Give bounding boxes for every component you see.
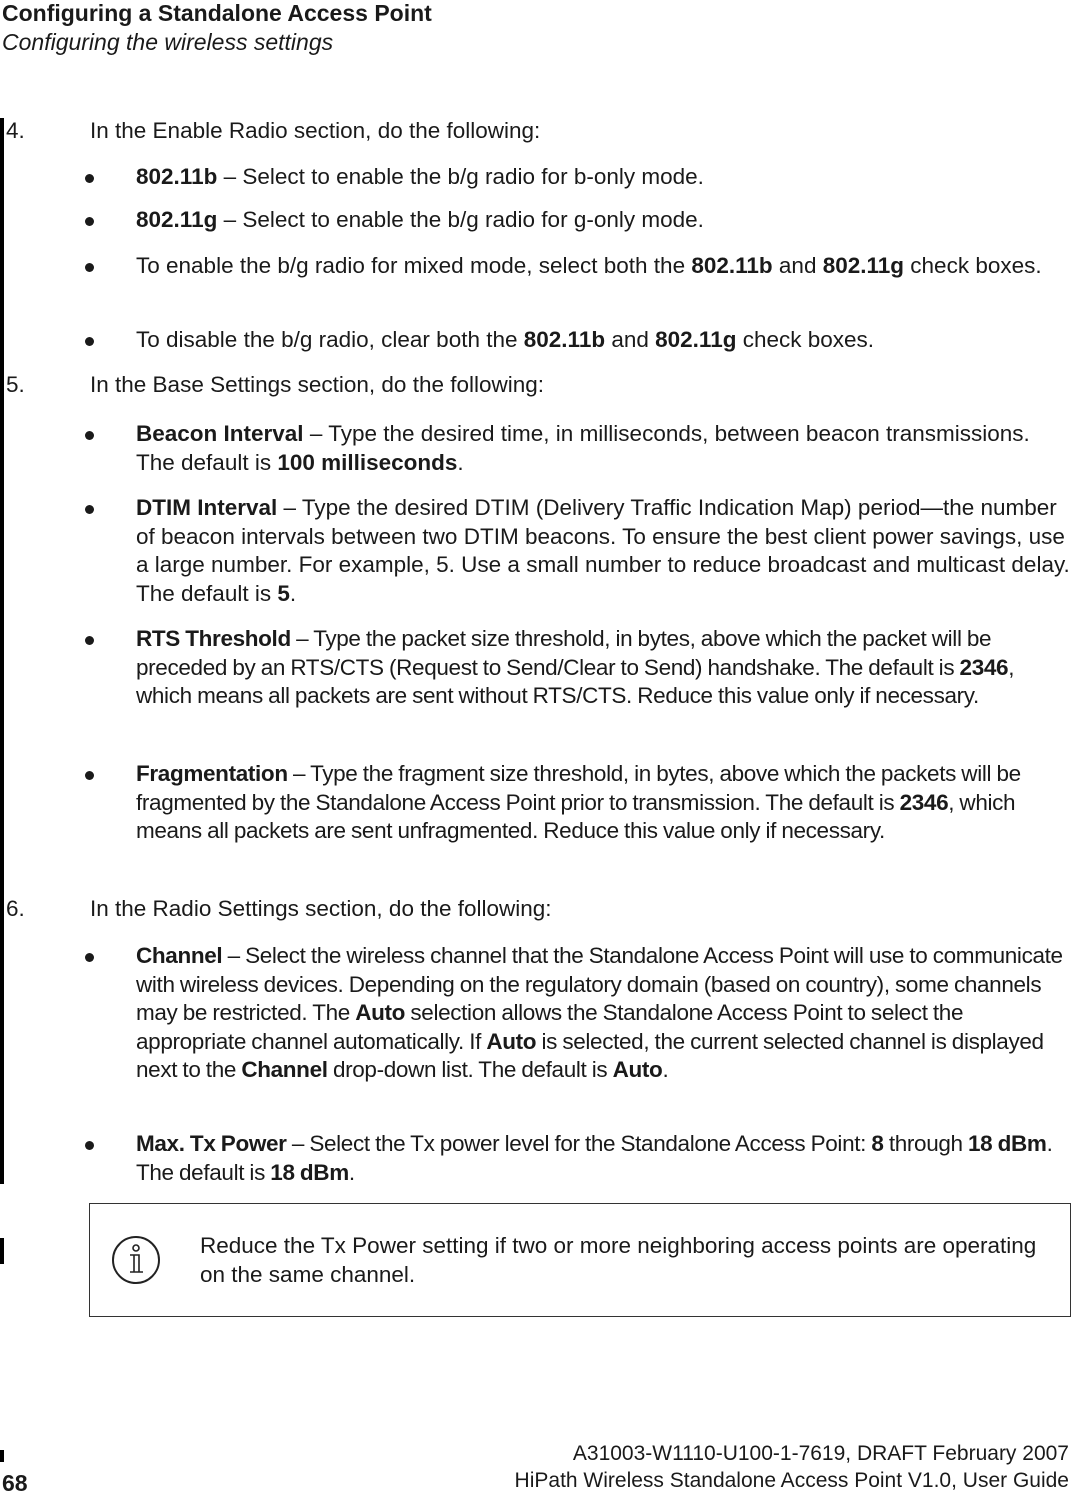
bold-term: DTIM Interval [136,495,278,520]
bold-term: 18 dBm [270,1159,349,1185]
bold-term: Auto [355,1000,406,1025]
bold-term: 2346 [959,654,1009,680]
bullet-text: Channel – Select the wireless channel that the Standalone Access Point will use to communicate with wireless devices. Depending on the regulatory domain (based on country), some channels may be restricted. The Auto selection allows the Standalone Access Point to select the appropriate channel automatically. If Auto is selected, the current selected channel is displayed next to the Channel drop-down list. The default is Auto. [136,943,1063,1082]
bullet-text: 802.11b – Select to enable the b/g radio for b-only mode. [136,164,704,189]
bold-term: 18 dBm [968,1131,1047,1156]
bullet-text: RTS Threshold – Type the packet size threshold, in bytes, above which the packet will be preceded by an RTS/CTS (Request to Send/Clear to Send) handshake. The default is 2346, which means all packets are sent without RTS/CTS. Reduce this value only if necessary. [136,626,1015,708]
change-bar [0,1238,4,1264]
bullet-text: To disable the b/g radio, clear both the 802.11b and 802.11g check boxes. [136,327,875,352]
bullet-dot [85,1141,94,1150]
bold-term: 802.11g [822,253,905,278]
bullet-dot [85,337,94,346]
bold-term: 5 [277,580,290,606]
bold-term: Beacon Interval [136,421,304,446]
step-number: 4. [6,118,25,143]
bullet-text: Fragmentation – Type the fragment size threshold, in bytes, above which the packets will be fragmented by the Standalone Access Point prior to transmission. The default is 2346, which means all packets are sent unfragmented. Reduce this value only if necessary. [136,761,1021,843]
bold-term: RTS Threshold [136,626,291,651]
bold-term: Channel [241,1057,328,1082]
bold-term: Auto [486,1028,537,1054]
document-title: HiPath Wireless Standalone Access Point V1.0, User Guide [514,1469,1069,1492]
step-text: In the Base Settings section, do the following: [90,372,545,397]
change-bar [0,1450,4,1462]
step-text: In the Radio Settings section, do the following: [90,896,552,921]
step-number: 5. [6,372,25,397]
bold-term: 802.11b [691,253,773,278]
note-text: Reduce the Tx Power setting if two or more neighboring access points are operating on the same channel. [200,1233,1037,1287]
bullet-text: Beacon Interval – Type the desired time, in milliseconds, between beacon transmissions. The default is 100 milliseconds. [136,421,1030,475]
bold-term: 802.11b [523,327,606,352]
bullet-text: 802.11g – Select to enable the b/g radio for g-only mode. [136,207,704,232]
document-id: A31003-W1110-U100-1-7619, DRAFT February 2007 [572,1442,1069,1465]
bold-term: Fragmentation [136,761,288,786]
step-text: In the Enable Radio section, do the following: [90,118,541,143]
bold-term: 802.11g [655,327,737,352]
info-icon [110,1234,162,1291]
bold-term: 100 milliseconds [277,449,458,475]
bullet-dot [85,217,94,226]
bullet-dot [85,636,94,645]
bullet-dot [85,505,94,514]
bullet-dot [85,174,94,183]
chapter-title: Configuring a Standalone Access Point [2,0,432,26]
note-box [89,1203,1071,1317]
bold-term: 2346 [899,789,949,815]
bold-term: Auto [612,1057,663,1082]
page-number: 68 [2,1470,28,1496]
change-bar [0,118,4,1184]
bullet-dot [85,771,94,780]
step-number: 6. [6,896,25,921]
bold-term: 8 [871,1131,884,1156]
bold-term: Max. Tx Power [136,1131,287,1156]
bold-term: 802.11g [136,207,218,232]
bullet-dot [85,953,94,962]
bullet-dot [85,431,94,440]
bold-term: Channel [136,943,223,968]
bullet-dot [85,263,94,272]
section-subtitle: Configuring the wireless settings [2,29,334,55]
bullet-text: Max. Tx Power – Select the Tx power level for the Standalone Access Point: 8 through 18 dBm. The default is 18 dBm. [136,1131,1053,1185]
bold-term: 802.11b [136,164,218,189]
bullet-text: DTIM Interval – Type the desired DTIM (Delivery Traffic Indication Map) period—the number of beacon intervals between two DTIM beacons. To ensure the best client power savings, use a large number. For example, 5. Use a small number to reduce broadcast and multicast delay. The default is 5. [136,495,1070,606]
bullet-text: To enable the b/g radio for mixed mode, select both the 802.11b and 802.11g check boxes. [136,253,1042,278]
